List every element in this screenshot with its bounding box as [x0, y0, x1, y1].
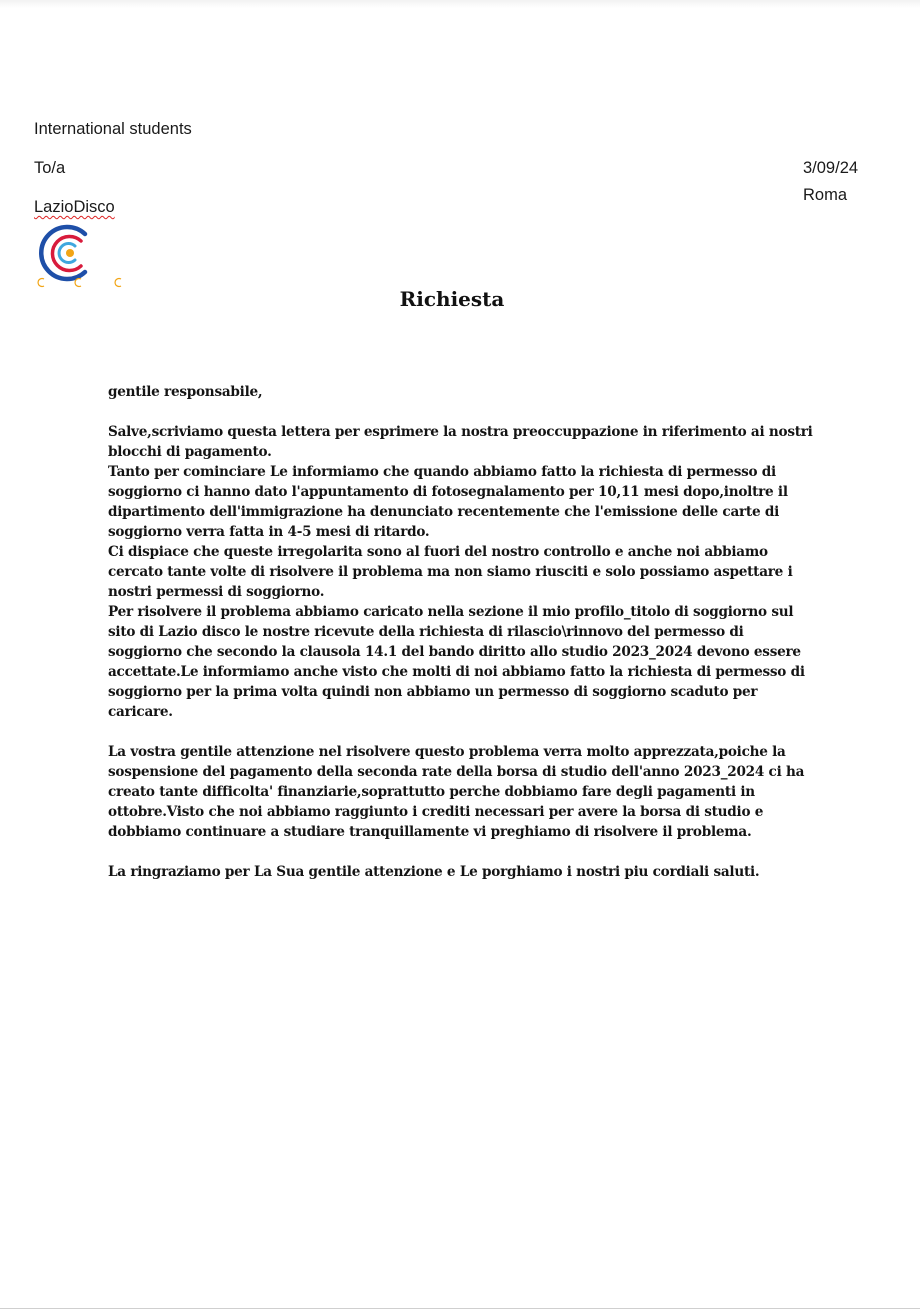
page-bottom-edge	[0, 1308, 920, 1309]
laziodisco-logo	[33, 224, 133, 294]
recipient-name: LazioDisco	[34, 198, 115, 216]
logo-small-arc-3	[115, 279, 121, 287]
logo-center-dot	[66, 249, 74, 257]
letter-paragraph-2: Tanto per cominciare Le informiamo che quando abbiamo fatto la richiesta di permesso di soggiorno ci hanno dato l'appuntamento di fotosegnalamento per 10,11 mesi dopo,inoltre il dipartimento dell'immigrazione ha denunciato recentemente che l'emissione delle carte di soggiorno verra fatta in 4-5 mesi di ritardo.	[108, 464, 788, 540]
logo-outer-arc	[41, 227, 85, 279]
letter-title: Richiesta	[399, 287, 505, 311]
letter-greeting: gentile responsabile,	[108, 384, 263, 400]
letter-paragraph-5: La vostra gentile attenzione nel risolvere questo problema verra molto apprezzata,poiche la sospensione del pagamento della seconda rate della borsa di studio dell'anno 2023_2024 ci ha creato tante difficolta' finanziarie,soprattutto perche dobbiamo fare degli pagamenti in ottobre.Visto che noi abbiamo raggiunto i crediti necessari per avere la borsa di studio e dobbiamo continuare a studiare tranquillamente vi preghiamo di risolvere il problema.	[108, 744, 805, 840]
sender-line: International students	[34, 120, 192, 138]
letter-paragraph-3: Ci dispiace che queste irregolarita sono al fuori del nostro controllo e anche noi abbiamo cercato tante volte di risolvere il problema ma non siamo riusciti e solo possiamo aspettare i nostri permessi di soggiorno.	[108, 544, 793, 600]
logo-small-arc-1	[38, 279, 44, 287]
to-label: To/a	[34, 159, 66, 177]
letter-paragraph-4: Per risolvere il problema abbiamo caricato nella sezione il mio profilo_titolo di soggiorno sul sito di Lazio disco le nostre ricevute della richiesta di rilascio\rinnovo del permesso di soggiorno che secondo la clausola 14.1 del bando diritto allo studio 2023_2024 devono essere accettate.Le informiamo anche visto che molti di noi abbiamo fatto la richiesta di permesso di soggiorno per la prima volta quindi non abbiamo un permesso di soggiorno scaduto per caricare.	[108, 604, 805, 720]
letter-city: Roma	[803, 186, 848, 204]
letter-paragraph-1: Salve,scriviamo questa lettera per esprimere la nostra preoccuppazione in riferimento ai nostri blocchi di pagamento.	[108, 424, 813, 460]
page-top-edge	[0, 0, 920, 8]
letter-body	[108, 382, 820, 882]
letter-date: 3/09/24	[803, 159, 859, 177]
logo-small-arc-2	[75, 279, 81, 287]
letter-closing: La ringraziamo per La Sua gentile attenzione e Le porghiamo i nostri piu cordiali saluti.	[108, 864, 760, 880]
